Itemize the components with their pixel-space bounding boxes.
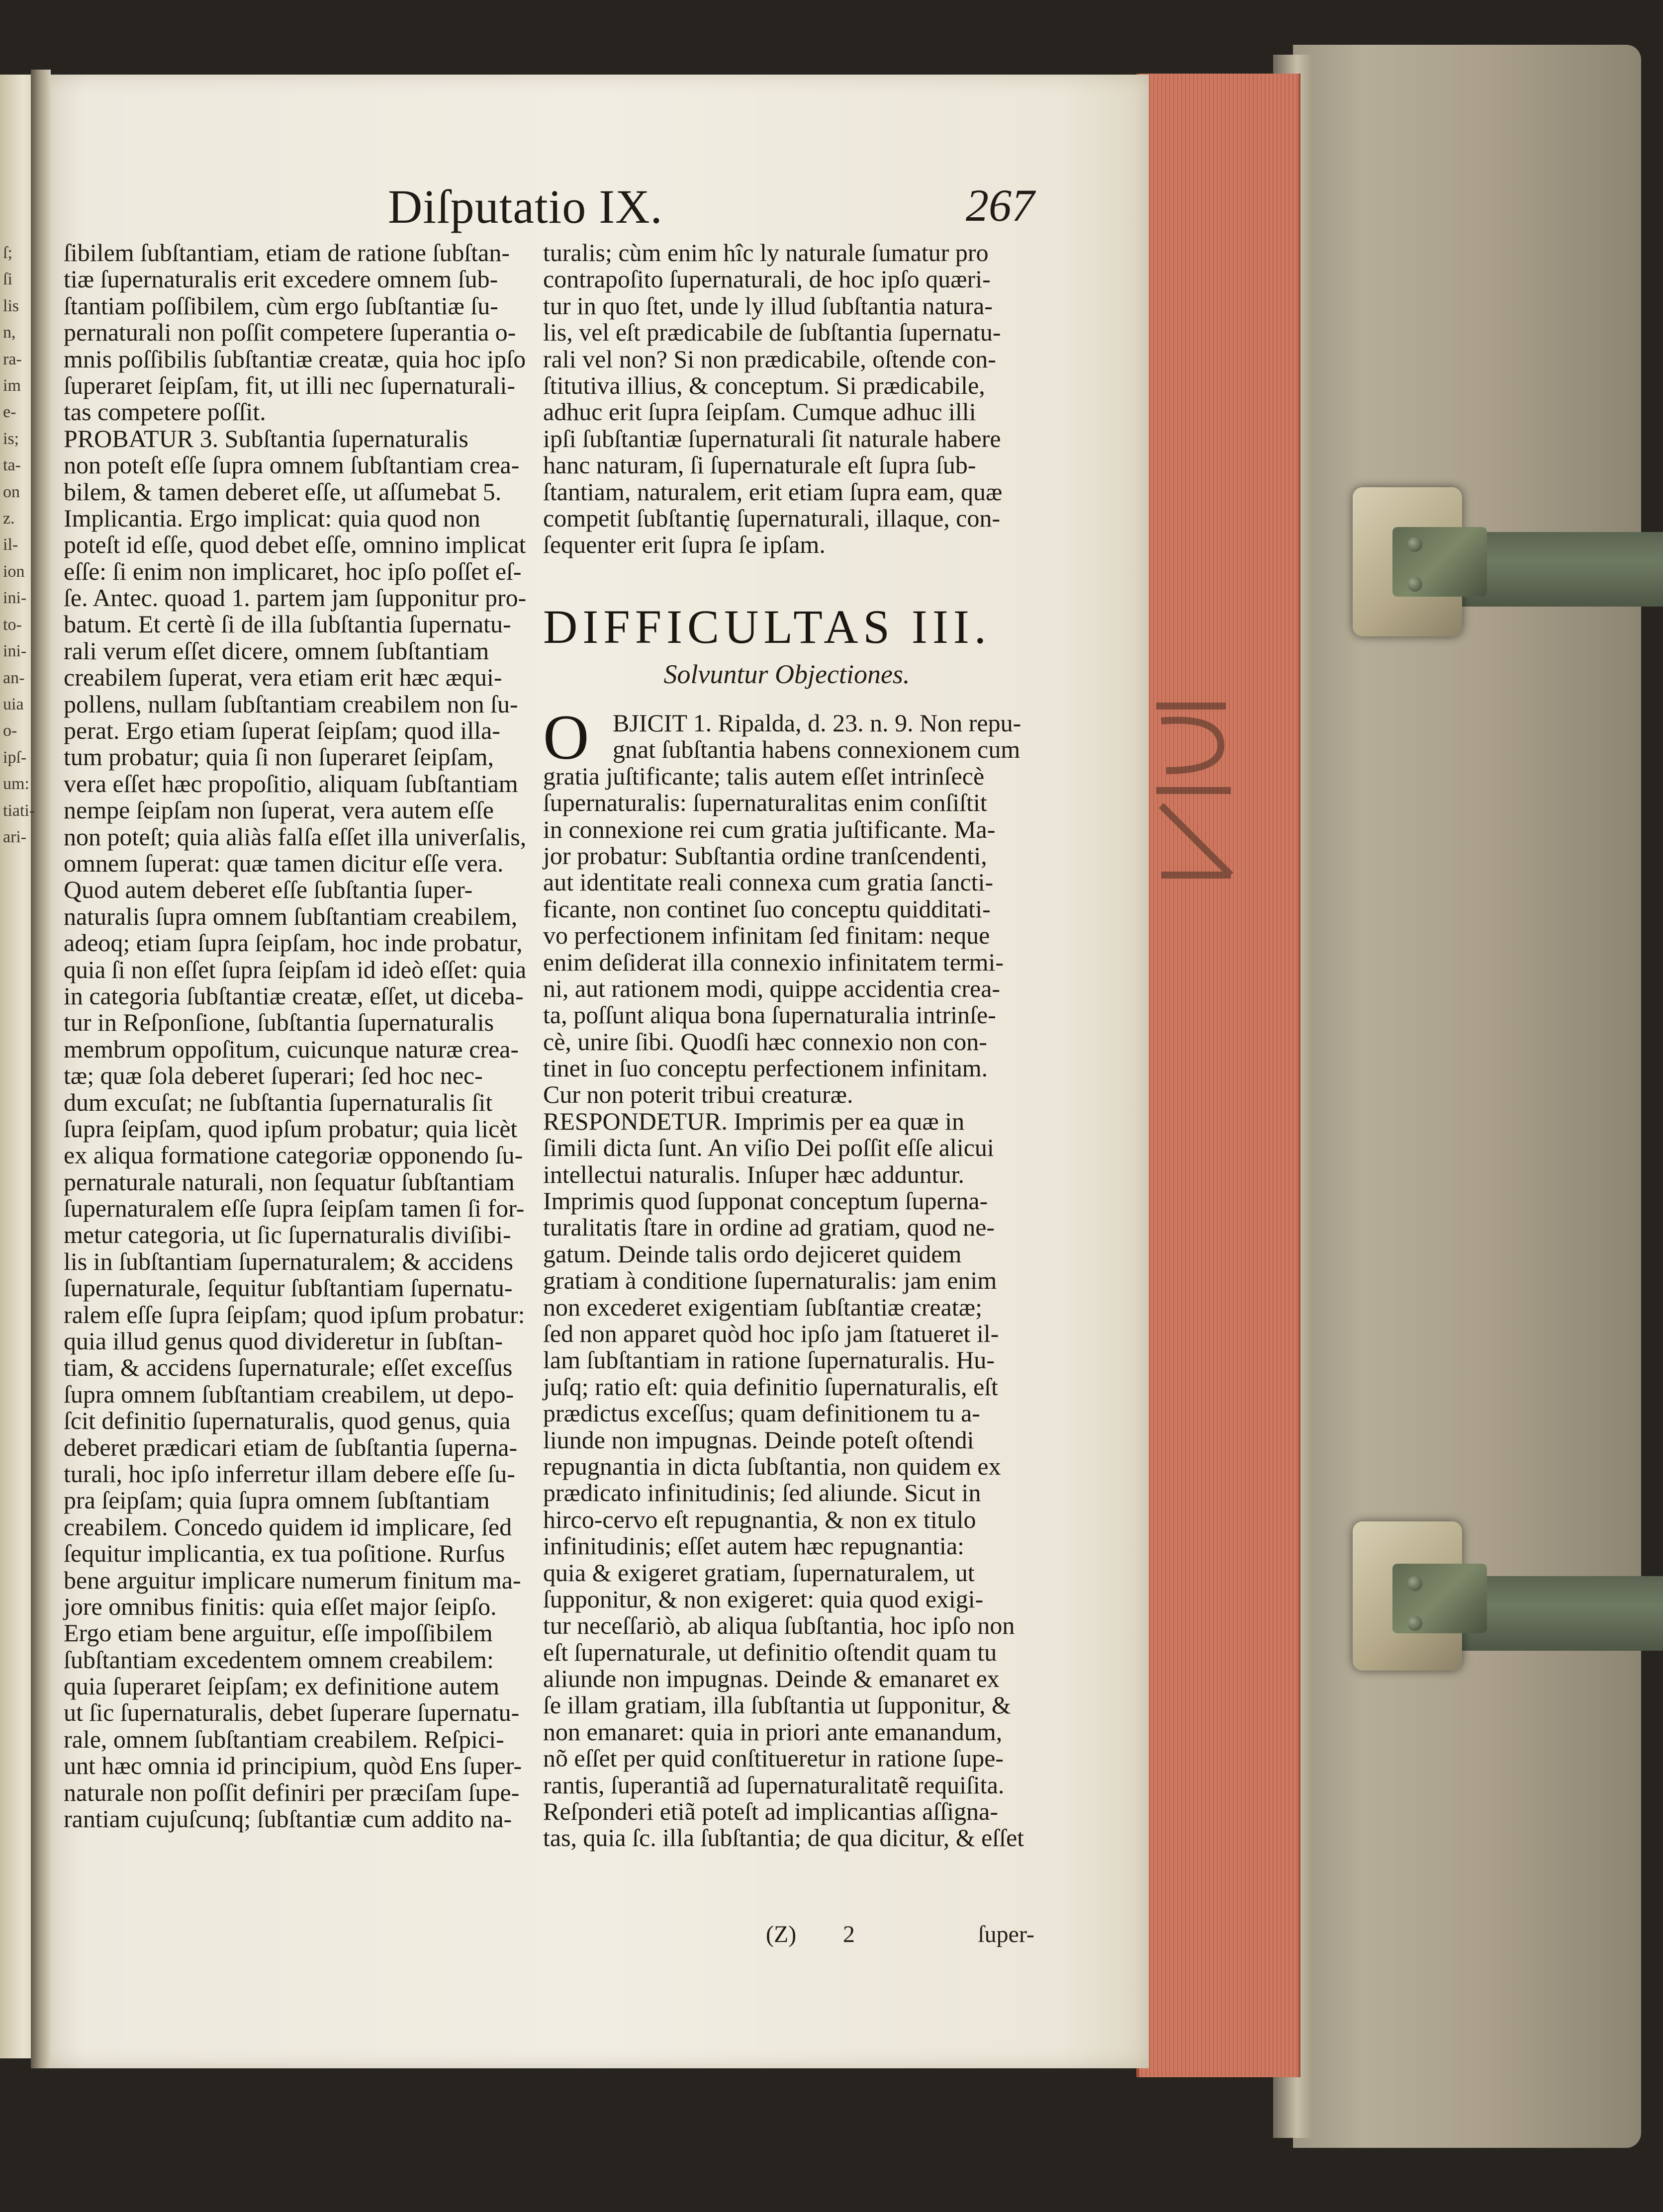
text-line: Imprimis quod ſupponat conceptum ſuperna- bbox=[543, 1187, 988, 1215]
text-line: gratia juſtificante; talis autem eſſet intrinſecè bbox=[543, 762, 985, 790]
text-line: ſtantiam poſſibilem, cùm ergo ſubſtantiæ ſu- bbox=[64, 291, 498, 320]
text-line: aliunde non impugnas. Deinde & emanaret ex bbox=[543, 1665, 1000, 1693]
text-line: ficante, non continet ſuo conceptu quidditati- bbox=[543, 894, 991, 923]
text-line: nempe ſeipſam non ſuperat, vera autem eſſe bbox=[64, 796, 494, 824]
text-line: rali verum eſſet dicere, omnem ſubſtantiam bbox=[64, 636, 489, 665]
text-line: quia ſuperaret ſeipſam; ex definitione autem bbox=[64, 1672, 500, 1700]
text-line: juſq; ratio eſt: quia definitio ſupernaturalis, eſt bbox=[543, 1372, 999, 1401]
margin-fragment: il- bbox=[3, 535, 18, 554]
text-line: dum excuſat; ne ſubſtantia ſupernaturalis ſit bbox=[64, 1088, 493, 1116]
text-line: contrapoſito ſupernaturali, de hoc ipſo quæri- bbox=[543, 265, 991, 293]
text-line: tas competere poſſit. bbox=[64, 398, 266, 426]
text-line: turalis; cùm enim hîc ly naturale ſumatur pro bbox=[543, 239, 989, 266]
text-line: creabilem. Concedo quidem id implicare, ſed bbox=[64, 1512, 512, 1541]
text-line: adhuc erit ſupra ſeipſam. Cumque adhuc illi bbox=[543, 398, 976, 426]
text-line: ſupponitur, & non exigeret: quia quod exigi- bbox=[543, 1585, 984, 1613]
running-header bbox=[388, 179, 1034, 234]
text-line: non poteſt; quia aliàs falſa eſſet illa univerſalis, bbox=[64, 822, 527, 851]
text-line: tur in quo ſtet, unde ly illud ſubſtantia natura- bbox=[543, 291, 993, 320]
text-line: tinet in ſuo conceptu perfectionem infinitam. bbox=[543, 1054, 988, 1082]
text-line: liunde non impugnas. Deinde poteſt oſtendi bbox=[543, 1425, 974, 1454]
margin-fragment: ta- bbox=[3, 456, 21, 475]
text-line: ralem eſſe ſupra ſeipſam; quod ipſum probatur: bbox=[64, 1300, 525, 1328]
text-line: BJICIT 1. Ripalda, d. 23. n. 9. Non repu- bbox=[613, 709, 1021, 737]
text-line: unt hæc omnia id principium, quòd Ens ſuper- bbox=[64, 1752, 522, 1780]
text-line: eſſe: ſi enim non implicaret, hoc ipſo poſſet eſ- bbox=[64, 557, 522, 585]
margin-fragment: tiati- bbox=[3, 801, 35, 820]
text-line: pollens, nullam ſubſtantiam creabilem non ſu- bbox=[64, 690, 518, 718]
text-line: ſimili dicta ſunt. An viſio Dei poſſit eſſe alicui bbox=[543, 1134, 994, 1162]
text-line: cè, unire ſibi. Quodſi hæc connexio non con- bbox=[543, 1027, 987, 1056]
text-line: omnem ſuperat: quæ tamen dicitur eſſe vera. bbox=[64, 849, 504, 877]
text-line: ſupernaturale, ſequitur ſubſtantiam ſupernatu- bbox=[64, 1274, 513, 1302]
text-line: ni, aut rationem modi, quippe accidentia crea- bbox=[543, 974, 1001, 1002]
text-line: ſibilem ſubſtantiam, etiam de ratione ſubſtan- bbox=[64, 239, 510, 266]
margin-fragment: is; bbox=[3, 429, 19, 448]
text-line: metur categoria, ut ſic ſupernaturalis diviſibi- bbox=[64, 1221, 511, 1249]
text-line: lam ſubſtantiam in ratione ſupernaturalis. Hu- bbox=[543, 1346, 995, 1374]
text-line: quia & exigeret gratiam, ſupernaturalem, ut bbox=[543, 1558, 975, 1587]
margin-fragment: um: bbox=[3, 775, 29, 794]
text-line: ſe. Antec. quoad 1. partem jam ſupponitur pro- bbox=[64, 584, 527, 612]
text-line: tum probatur; quia ſi non ſuperaret ſeipſam, bbox=[64, 743, 494, 771]
text-line: ex aliqua formatione categoriæ opponendo ſu- bbox=[64, 1141, 523, 1169]
margin-fragment: ini- bbox=[3, 642, 27, 661]
text-line: pra ſeipſam; quia ſupra omnem ſubſtantiam bbox=[64, 1486, 490, 1514]
text-line: ſuperaret ſeipſam, fit, ut illi nec ſupernaturali- bbox=[64, 371, 515, 399]
text-line: rali vel non? Si non prædicabile, oſtende con- bbox=[543, 345, 996, 373]
margin-fragment: im bbox=[3, 376, 21, 395]
signature-number: 2 bbox=[843, 1921, 855, 1947]
margin-fragment: ion bbox=[3, 562, 25, 581]
text-line: adeoq; etiam ſupra ſeipſam, hoc inde probatur, bbox=[64, 929, 523, 957]
text-line: gatum. Deinde talis ordo dejiceret quidem bbox=[543, 1239, 962, 1268]
left-page-margin-fragments bbox=[3, 240, 38, 850]
text-line: pernaturale naturali, non ſequatur ſubſtantiam bbox=[64, 1167, 515, 1196]
text-line: turali, hoc ipſo inferretur illam debere eſſe ſu- bbox=[64, 1459, 515, 1488]
text-line: quia ſi non eſſet ſupra ſeipſam id ideò eſſet: quia bbox=[64, 955, 527, 983]
text-line: ſequitur implicantia, ex tua poſitione. Rurſus bbox=[64, 1539, 505, 1568]
margin-fragment: ari- bbox=[3, 827, 27, 846]
text-line: ſupernaturalem eſſe ſupra ſeipſam tamen ſi for- bbox=[64, 1194, 525, 1223]
text-line: membrum oppoſitum, cuicunque naturæ crea- bbox=[64, 1035, 519, 1063]
text-line: ſtantiam, naturalem, erit etiam ſupra eam, quæ bbox=[543, 477, 1003, 506]
right-column-bottom bbox=[543, 702, 1030, 1852]
text-line: mnis poſſibilis ſubſtantiæ creatæ, quia hoc ipſo bbox=[64, 345, 526, 373]
text-line: Implicantia. Ergo implicat: quia quod non bbox=[64, 504, 480, 532]
text-line: ta, poſſunt aliqua bona ſupernaturalia intrinſe- bbox=[543, 1001, 996, 1029]
text-line: jor probatur: Subſtantia ordine tranſcendenti, bbox=[543, 841, 987, 870]
text-line: Cur non poterit tribui creaturæ. bbox=[543, 1080, 853, 1109]
text-line: ſupra omnem ſubſtantiam creabilem, ut depo- bbox=[64, 1380, 514, 1408]
margin-fragment: n, bbox=[3, 323, 16, 342]
text-line: tiæ ſupernaturalis erit excedere omnem ſub- bbox=[64, 265, 498, 293]
text-line: prædicato infinitudinis; ſed aliunde. Sicut in bbox=[543, 1479, 981, 1507]
text-line: infinitudinis; eſſet autem hæc repugnantia: bbox=[543, 1532, 965, 1560]
text-line: Quod autem deberet eſſe ſubſtantia ſuper- bbox=[64, 876, 473, 904]
page-footer bbox=[766, 1921, 1034, 1950]
text-line: bilem, & tamen deberet eſſe, ut aſſumebat 5. bbox=[64, 477, 502, 506]
text-line: vo perfectionem infinitam ſed finitam: neque bbox=[543, 921, 990, 950]
signature-mark: (Z) bbox=[766, 1921, 797, 1947]
text-line: ſupra ſeipſam, quod ipſum probatur; quia licèt bbox=[64, 1114, 518, 1143]
text-line: tiam, & accidens ſupernaturale; eſſet exceſſus bbox=[64, 1353, 513, 1382]
section-subheading: Solvuntur Objectiones. bbox=[663, 659, 910, 689]
margin-fragment: ſi bbox=[3, 270, 12, 289]
text-line: jore omnibus finitis: quia eſſet major ſeipſo. bbox=[64, 1592, 497, 1620]
margin-fragment: ipſ- bbox=[3, 748, 27, 767]
text-line: repugnantia in dicta ſubſtantia, non quidem ex bbox=[543, 1452, 1001, 1480]
text-line: gnat ſubſtantia habens connexionem cum bbox=[613, 735, 1020, 764]
text-line: tur in Reſponſione, ſubſtantia ſupernaturalis bbox=[64, 1008, 494, 1037]
margin-fragment: an- bbox=[3, 668, 25, 687]
text-line: poteſt id eſſe, quod debet eſſe, omnino implicat bbox=[64, 531, 526, 559]
text-line: bene arguitur implicare numerum finitum ma- bbox=[64, 1566, 521, 1594]
margin-fragment: o- bbox=[3, 721, 17, 740]
text-line: naturalis ſupra omnem ſubſtantiam creabilem, bbox=[64, 902, 518, 930]
text-line: prædictus exceſſus; quam definitionem tu a- bbox=[543, 1399, 980, 1427]
clasp-plate-bottom bbox=[1392, 1564, 1487, 1633]
text-line: rantiam cujuſcunq; ſubſtantiæ cum addito na- bbox=[64, 1805, 512, 1833]
text-line: ipſi ſubſtantiæ ſupernaturali ſit naturale habere bbox=[543, 424, 1001, 452]
text-line: ſe illam gratiam, illa ſubſtantia ut ſupponitur, & bbox=[543, 1691, 1011, 1719]
text-line: aut identitate reali connexa cum gratia ſancti- bbox=[543, 868, 994, 896]
text-line: ut ſic ſupernaturalis, debet ſuperare ſupernatu- bbox=[64, 1698, 520, 1727]
fore-edge-red bbox=[1136, 74, 1300, 2077]
text-line: perat. Ergo etiam ſuperat ſeipſam; quod illa- bbox=[64, 716, 500, 745]
clasp-top bbox=[1353, 487, 1462, 636]
text-line: rantis, ſuperantiã ad ſupernaturalitatẽ requiſita. bbox=[543, 1770, 1005, 1799]
margin-fragment: uia bbox=[3, 695, 24, 713]
drop-cap: O bbox=[543, 702, 589, 773]
fore-edge-stamp-mark bbox=[1146, 686, 1241, 895]
text-line: non excederet exigentiam ſubſtantiæ creatæ; bbox=[543, 1293, 983, 1321]
rivet-icon bbox=[1407, 1576, 1422, 1591]
text-line: ſequenter erit ſupra ſe ipſam. bbox=[543, 531, 826, 559]
text-line: batum. Et certè ſi de illa ſubſtantia ſupernatu- bbox=[64, 610, 511, 638]
text-line: in categoria ſubſtantiæ creatæ, eſſet, ut diceba- bbox=[64, 981, 524, 1010]
text-line: tas, quia ſc. illa ſubſtantia; de qua dicitur, & eſſet bbox=[543, 1824, 1024, 1852]
clasp-bottom bbox=[1353, 1521, 1462, 1671]
margin-fragment: ra- bbox=[3, 350, 22, 368]
binding-board bbox=[1293, 45, 1641, 2148]
text-line: rale, omnem ſubſtantiam creabilem. Reſpici- bbox=[64, 1725, 504, 1753]
catchword: ſuper- bbox=[978, 1921, 1034, 1947]
text-line: enim deſiderat illa connexio infinitatem termi- bbox=[543, 948, 1004, 976]
text-line: eſt ſupernaturale, ut definitio oſtendit quam tu bbox=[543, 1638, 997, 1666]
text-line: non poteſt eſſe ſupra omnem ſubſtantiam crea- bbox=[64, 451, 520, 479]
running-title: Diſputatio IX. bbox=[388, 180, 663, 233]
text-line: lis in ſubſtantiam ſupernaturalem; & accidens bbox=[64, 1247, 513, 1275]
text-line: gratiam à conditione ſupernaturalis: jam enim bbox=[543, 1266, 997, 1295]
text-line: nõ eſſet per quid conſtitueretur in ratione ſupe- bbox=[543, 1744, 1004, 1772]
text-line: Reſponderi etiã poteſt ad implicantias aſſigna- bbox=[543, 1797, 998, 1826]
section-heading: DIFFICULTAS III. bbox=[543, 600, 991, 653]
text-line: tur neceſſariò, ab aliqua ſubſtantia, hoc ipſo non bbox=[543, 1611, 1015, 1640]
text-line: hanc naturam, ſi ſupernaturale eſt ſupra ſub- bbox=[543, 451, 976, 479]
margin-fragment: on bbox=[3, 482, 20, 501]
text-line: ſcit definitio ſupernaturalis, quod genus, quia bbox=[64, 1407, 511, 1435]
margin-fragment: e- bbox=[3, 403, 16, 422]
rivet-icon bbox=[1407, 1616, 1422, 1631]
margin-fragment: ini- bbox=[3, 589, 27, 608]
margin-fragment: lis bbox=[3, 296, 19, 315]
text-line: lis, vel eſt prædicabile de ſubſtantia ſupernatu- bbox=[543, 318, 1001, 347]
text-line: vera eſſet hæc propoſitio, aliquam ſubſtantiam bbox=[64, 769, 518, 797]
text-line: Ergo etiam bene arguitur, eſſe impoſſibilem bbox=[64, 1619, 493, 1647]
text-line: pernaturali non poſſit competere ſuperantia o- bbox=[64, 318, 516, 347]
margin-fragment: ſ; bbox=[3, 244, 12, 262]
text-line: in connexione rei cum gratia juſtificante. Ma- bbox=[543, 815, 996, 843]
text-line: ſubſtantiam excedentem omnem creabilem: bbox=[64, 1645, 494, 1674]
text-line: hirco-cervo eſt repugnantia, & non ex titulo bbox=[543, 1505, 976, 1533]
text-line: ſed non apparet quòd hoc ipſo jam ſtatueret il- bbox=[543, 1319, 999, 1347]
margin-fragment: to- bbox=[3, 615, 22, 634]
clasp-plate-top bbox=[1392, 527, 1487, 597]
text-line: quia illud genus quod divideretur in ſubſtan- bbox=[64, 1327, 503, 1355]
text-line: RESPONDETUR. Imprimis per ea quæ in bbox=[543, 1107, 965, 1135]
text-line: ſupernaturalis: ſupernaturalitas enim conſiſtit bbox=[543, 789, 987, 817]
text-line: tæ; quæ ſola deberet ſuperari; ſed hoc nec- bbox=[64, 1062, 483, 1090]
text-line: PROBATUR 3. Subſtantia ſupernaturalis bbox=[64, 424, 468, 452]
text-line: turalitatis ſtare in ordine ad gratiam, quod ne- bbox=[543, 1213, 995, 1241]
text-line: creabilem ſuperat, vera etiam erit hæc æqui- bbox=[64, 663, 502, 692]
page-number: 267 bbox=[966, 180, 1034, 231]
text-line: ſtitutiva illius, & conceptum. Si prædicabile, bbox=[543, 371, 985, 399]
text-line: intellectui naturalis. Inſuper hæc adduntur. bbox=[543, 1160, 964, 1188]
margin-fragment: z. bbox=[3, 509, 15, 528]
text-line: deberet prædicari etiam de ſubſtantia ſuperna- bbox=[64, 1433, 518, 1461]
text-line: competit ſubſtantię ſupernaturali, illaque, con- bbox=[543, 504, 1001, 532]
text-line: naturale non poſſit definiri per præciſam ſupe- bbox=[64, 1778, 520, 1806]
left-column bbox=[64, 240, 526, 1832]
right-column-top bbox=[543, 240, 1030, 558]
rivet-icon bbox=[1407, 577, 1422, 592]
rivet-icon bbox=[1407, 537, 1422, 552]
text-line: non emanaret: quia in priori ante emanandum, bbox=[543, 1717, 1003, 1746]
